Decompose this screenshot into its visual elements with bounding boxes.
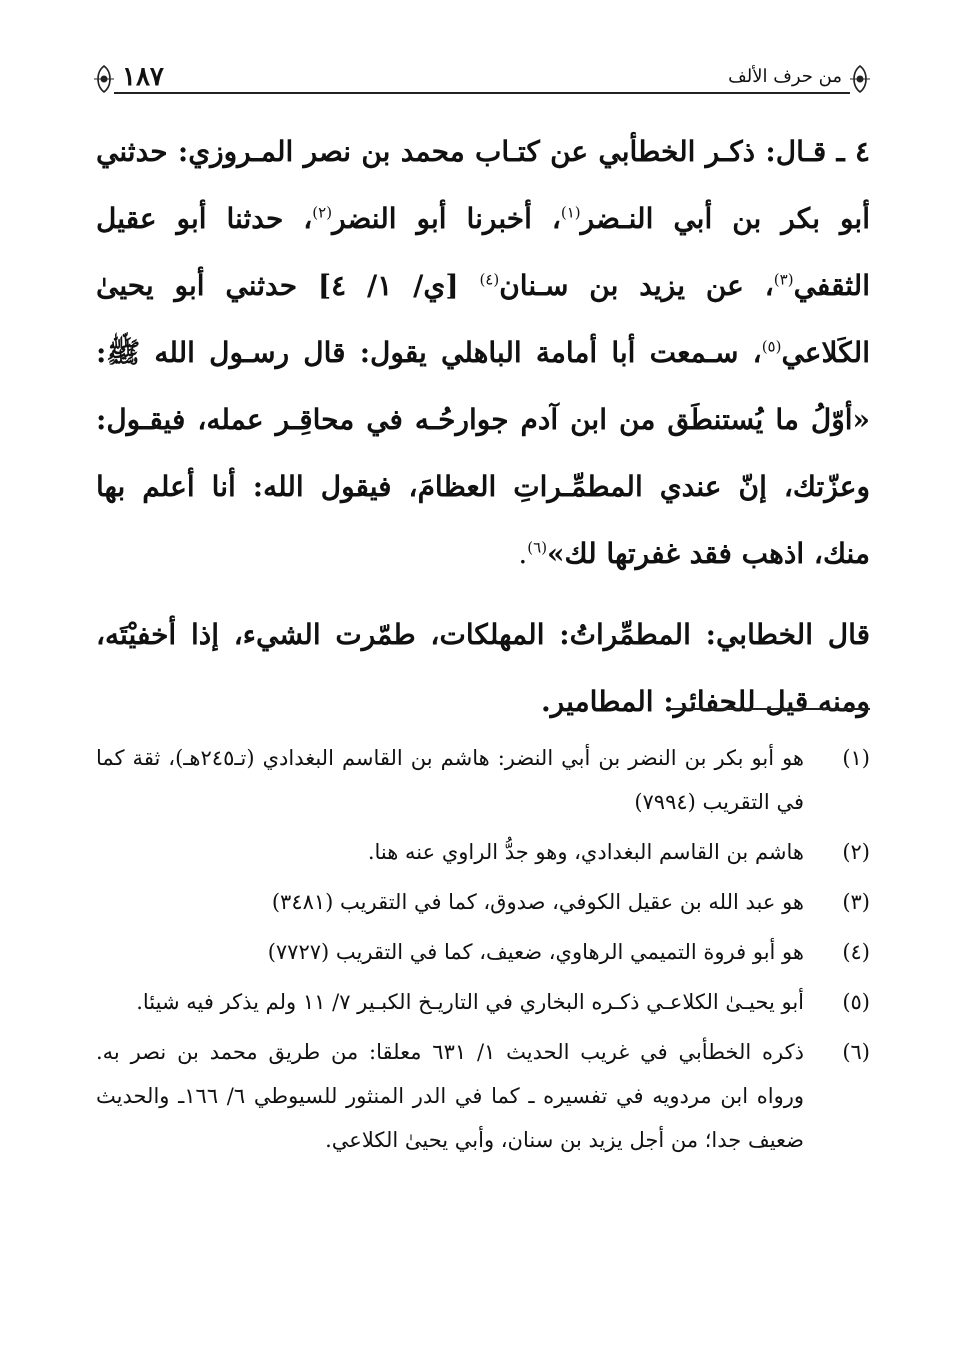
footnote-ref: (٤) [479, 270, 500, 289]
footnotes [96, 736, 870, 1168]
header-rule [114, 92, 850, 94]
footnote [96, 980, 870, 1024]
main-text [96, 118, 870, 735]
footnote [96, 880, 870, 924]
footnote [96, 1030, 870, 1162]
paragraph-end: . [518, 537, 528, 570]
footnote-text: ذكره الخطأبي في غريب الحديث ١/ ٦٣١ معلقا: من طريق محمد بن نصر به. ورواه ابن مردويه في تفسيره ـ كما في الدر المنثور للسيوطي ٦/ ١٦٦ـ والحديث ضعيف جدا؛ من أجل يزيد بن سنان، وأبي يحيىٰ الكلاعي. [96, 1040, 804, 1152]
footnote-number: (٦) [842, 1040, 870, 1064]
footnote-number: (٤) [842, 940, 870, 964]
footnote-text: هو أبو فروة التميمي الرهاوي، ضعيف، كما في التقريب (٧٧٢٧) [267, 940, 804, 964]
footnote-text: هو عبد الله بن عقيل الكوفي، صدوق، كما في التقريب (٣٤٨١) [271, 890, 804, 914]
footnote [96, 736, 870, 824]
footnote-ref: (٣) [773, 270, 794, 289]
running-head: من حرف الألف [728, 66, 842, 87]
footnote-text: أبو يحيـىٰ الكلاعـي ذكـره البخاري في التاريـخ الكبـير ٧/ ١١ ولم يذكر فيه شيئا. [136, 990, 804, 1014]
ornament-icon [92, 64, 116, 94]
footnote [96, 830, 870, 874]
page-header [92, 58, 872, 100]
hadith-paragraph [96, 118, 870, 587]
commentary-text: المطمِّراتُ: المهلكات، طمّرت الشيء، إذا أخفيْتَه، ومنه قيل للحفائر: المطامير. [96, 618, 870, 718]
footnote-text: هاشم بن القاسم البغدادي، وهو جدُّ الراوي عنه هنا. [367, 840, 804, 864]
paragraph-text: ، سـمعت أبا أمامة الباهلي يقول: قال رسـول الله ﷺ: [96, 336, 762, 369]
paragraph-text: [ي/ ١/ ٤] حدثني أبو يحيىٰ الكَلاعي [96, 269, 870, 369]
footnote-text: هو أبو بكر بن النضر بن أبي النضر: هاشم بن القاسم البغدادي (تـ٢٤٥هـ)، ثقة كما في التقريب (٧٩٩٤) [96, 746, 804, 814]
footnote-number: (٢) [842, 840, 870, 864]
footnote-number: (٥) [842, 990, 870, 1014]
paragraph-text: ، أخبرنا أبو النضر [332, 202, 561, 235]
footnote-number: (١) [842, 746, 870, 770]
footnote-number: (٣) [842, 890, 870, 914]
footnote-ref: (٢) [312, 203, 333, 222]
commentary-lead: قال الخطابي: [705, 618, 871, 651]
paragraph-text: ٤ ـ قـال: ذكـر الخطأبي عن كتـاب محمد بن نصر المـروزي: حدثني أبو بكر بن أبي النـضر [96, 135, 870, 235]
footnote-ref: (٥) [761, 337, 782, 356]
footnote-ref: (١) [560, 203, 581, 222]
footnote-ref: (٦) [527, 538, 548, 557]
commentary-paragraph [96, 601, 870, 735]
hadith-quote: «أوّلُ ما يُستنطَق من ابن آدم جوارحُـه في محاقِـر عمله، فيقـول: وعزّتك، إنّ عندي المطمِّـراتِ العظامَ، فيقول الله: أنا أعلم بها منك، اذهب فقد غفرتها لك» [96, 403, 870, 570]
paragraph-text: ، عن يزيد بن سـنان [499, 269, 774, 302]
paragraph-text: ، حدثنا أبو عقيل الثقفي [96, 202, 870, 302]
ornament-icon [848, 64, 872, 94]
footnote-separator [666, 708, 870, 710]
footnote [96, 930, 870, 974]
page-number: ١٨٧ [122, 62, 164, 92]
